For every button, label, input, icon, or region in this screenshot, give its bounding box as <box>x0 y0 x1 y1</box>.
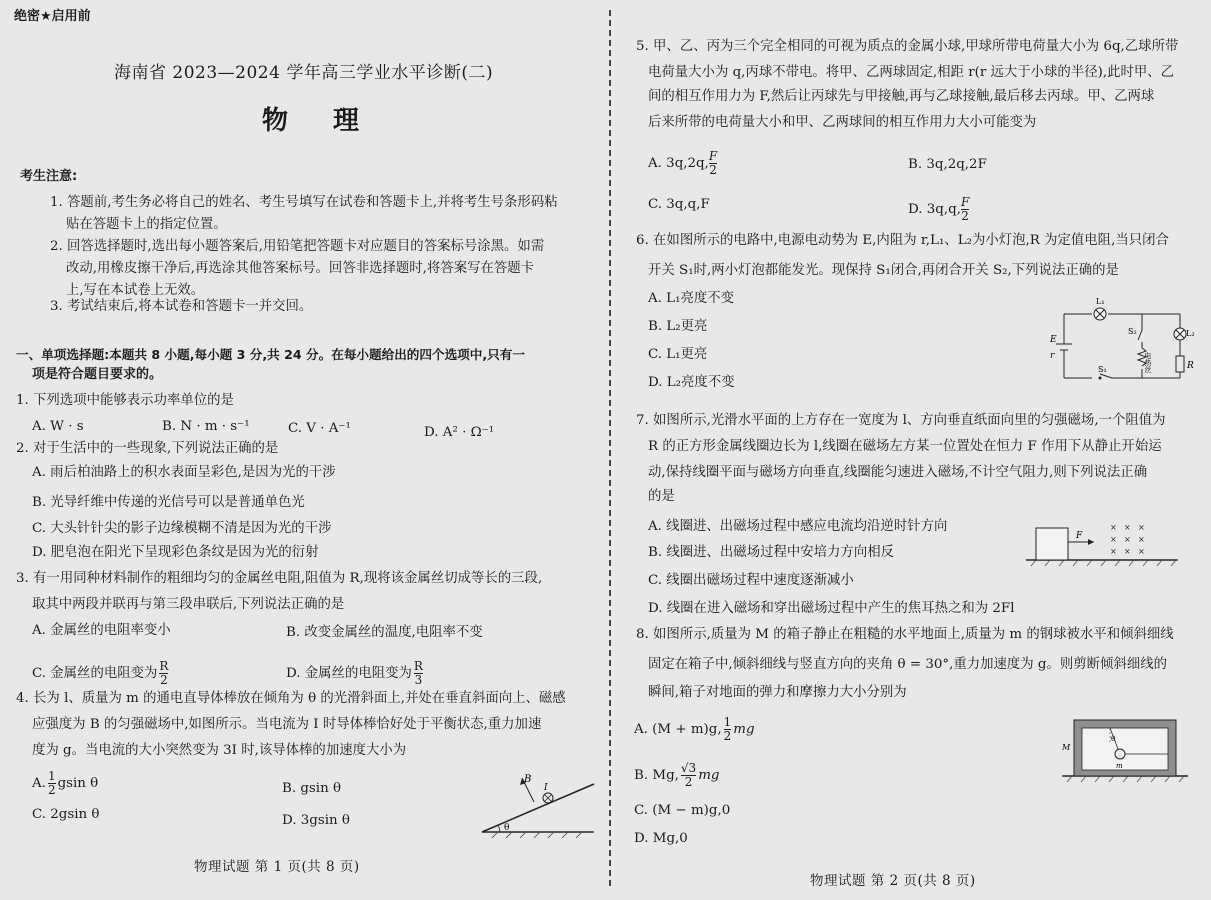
q4-stem-cont: 应强度为 B 的匀强磁场中,如图所示。当电流为 I 时导体棒恰好处于平衡状态,重力加速 <box>32 717 542 732</box>
svg-text:×: × <box>1138 523 1145 532</box>
q6-circuit-figure <box>1046 294 1196 386</box>
svg-text:×: × <box>1110 535 1117 544</box>
q6-option-a: A. L₁亮度不变 <box>648 291 735 306</box>
q3-stem: 3. 有一用同种材料制作的粗细均匀的金属丝电阻,阻值为 R,现将该金属丝切成等长的三段, <box>16 571 543 586</box>
q8-stem-cont: 固定在箱子中,倾斜细线与竖直方向的夹角 θ = 30°,重力加速度为 g。则剪断倾斜细线的 <box>648 657 1168 672</box>
q8-fig-theta-label: θ <box>1111 735 1116 743</box>
q6-fig-l1-label: L₁ <box>1096 297 1105 306</box>
q8-stem-cont: 瞬间,箱子对地面的弹力和摩擦力大小分别为 <box>648 685 907 700</box>
q7-magnetic-field-figure <box>1022 518 1182 570</box>
q7-stem: 7. 如图所示,光滑水平面的上方存在一宽度为 l、方向垂直纸面向里的匀强磁场,一个阻值为 <box>636 413 1166 428</box>
page-divider <box>609 10 611 890</box>
svg-text:×: × <box>1138 547 1145 556</box>
q6-stem: 6. 在如图所示的电路中,电源电动势为 E,内阻为 r,L₁、L₂为小灯泡,R 为定值电阻,当只闭合 <box>636 233 1169 248</box>
q5-option-a: A. 3q,2q, $\frac{F}{2}$ <box>648 149 718 177</box>
svg-text:×: × <box>1124 535 1131 544</box>
q8-option-d: D. Mg,0 <box>634 831 688 846</box>
section-heading: 一、单项选择题:本题共 8 小题,每小题 3 分,共 24 分。在每小题给出的四个选项中,只有一 <box>16 347 525 362</box>
q7-stem-cont: 动,保持线圈平面与磁场方向垂直,线圈能匀速进入磁场,不计空气阻力,则下列说法正确 <box>648 465 1148 480</box>
q2-option-c: C. 大头针针尖的影子边缘模糊不清是因为光的干涉 <box>32 521 332 536</box>
q6-fig-s2-label: S₂ <box>1128 327 1137 336</box>
q3-option-b: B. 改变金属丝的温度,电阻率不变 <box>286 625 483 640</box>
q5-stem-cont: 后来所带的电荷量大小和甲、乙两球间的相互作用力大小可能变为 <box>648 115 1037 130</box>
q8-option-a: A. (M + m)g, $\frac{1}{2}$ mg <box>634 715 755 743</box>
q4-option-b: B. gsin θ <box>282 781 342 796</box>
q2-option-a: A. 雨后柏油路上的积水表面呈彩色,是因为光的干涉 <box>32 465 336 480</box>
notice-line: 上,写在本试卷上无效。 <box>66 283 205 298</box>
q7-stem-cont: 的是 <box>648 489 675 504</box>
q3-option-d: D. 金属丝的电阻变为 $\frac{R}{3}$ <box>286 659 423 687</box>
q2-stem: 2. 对于生活中的一些现象,下列说法正确的是 <box>16 441 279 456</box>
q8-option-b: B. Mg, $\frac{√3}{2}$ mg <box>634 761 720 789</box>
q6-fig-bigr-label: R <box>1187 361 1194 371</box>
q6-fig-heater-label: 电热丝 <box>1144 352 1152 373</box>
q7-option-d: D. 线圈在进入磁场和穿出磁场过程中产生的焦耳热之和为 2Fl <box>648 601 1015 616</box>
q7-fig-f-label: F <box>1076 531 1083 541</box>
q7-option-a: A. 线圈进、出磁场过程中感应电流均沿逆时针方向 <box>648 519 948 534</box>
q4-fig-b-label: B <box>524 774 532 785</box>
q4-option-a: A. $\frac{1}{2}$ gsin θ <box>32 769 99 797</box>
q1-option-a: A. W · s <box>32 419 84 434</box>
q3-option-c: C. 金属丝的电阻变为 $\frac{R}{2}$ <box>32 659 169 687</box>
q1-option-b: B. N · m · s⁻¹ <box>162 419 250 434</box>
q8-box-figure <box>1060 716 1190 786</box>
q1-option-d: D. A² · Ω⁻¹ <box>424 425 495 440</box>
q4-stem: 4. 长为 l、质量为 m 的通电直导体棒放在倾角为 θ 的光滑斜面上,并处在垂直斜面向上、磁感 <box>16 691 566 706</box>
q8-option-c: C. (M − m)g,0 <box>634 803 731 818</box>
notice-line: 1. 答题前,考生务必将自己的姓名、考生号填写在试卷和答题卡上,并将考生号条形码粘 <box>50 195 558 210</box>
section-heading-cont: 项是符合题目要求的。 <box>32 367 163 382</box>
svg-text:×: × <box>1110 523 1117 532</box>
q5-option-b: B. 3q,2q,2F <box>908 157 987 172</box>
svg-text:×: × <box>1138 535 1145 544</box>
notice-line: 贴在答题卡上的指定位置。 <box>66 217 227 232</box>
q4-fig-theta-label: θ <box>504 823 510 833</box>
q8-fig-bigm-label: M <box>1062 743 1071 752</box>
q4-option-d: D. 3gsin θ <box>282 813 350 828</box>
q4-option-c: C. 2gsin θ <box>32 807 100 822</box>
q3-option-a: A. 金属丝的电阻率变小 <box>32 623 171 638</box>
svg-text:×: × <box>1124 523 1131 532</box>
q6-option-d: D. L₂亮度不变 <box>648 375 735 390</box>
notice-heading: 考生注意: <box>20 169 78 184</box>
notice-line: 2. 回答选择题时,选出每小题答案后,用铅笔把答题卡对应题目的答案标号涂黑。如需 <box>50 239 545 254</box>
page-1-footer: 物理试题 第 1 页(共 8 页) <box>194 859 360 875</box>
svg-text:×: × <box>1110 547 1117 556</box>
q6-option-b: B. L₂更亮 <box>648 319 708 334</box>
q6-option-c: C. L₁更亮 <box>648 347 708 362</box>
q1-option-c: C. V · A⁻¹ <box>288 421 351 436</box>
subject-title: 物 理 <box>262 106 378 136</box>
q8-stem: 8. 如图所示,质量为 M 的箱子静止在粗糙的水平地面上,质量为 m 的钢球被水平和倾斜细线 <box>636 627 1174 642</box>
q5-stem-cont: 间的相互作用力为 F,然后让丙球先与甲接触,再与乙球接触,最后移去丙球。甲、乙两球 <box>648 89 1155 104</box>
q4-incline-figure <box>478 770 598 840</box>
secret-label: 绝密★启用前 <box>14 9 91 24</box>
q5-stem: 5. 甲、乙、丙为三个完全相同的可视为质点的金属小球,甲球所带电荷量大小为 6q,乙球所带 <box>636 39 1179 54</box>
q6-stem-cont: 开关 S₁时,两小灯泡都能发光。现保持 S₁闭合,再闭合开关 S₂,下列说法正确的是 <box>648 263 1119 278</box>
q5-stem-cont: 电荷量大小为 q,丙球不带电。将甲、乙两球固定,相距 r(r 远大于小球的半径),此时甲、乙 <box>648 65 1175 80</box>
q2-option-b: B. 光导纤维中传递的光信号可以是普通单色光 <box>32 495 305 510</box>
q7-stem-cont: R 的正方形金属线圈边长为 l,线圈在磁场左方某一位置处在恒力 F 作用下从静止开始运 <box>648 439 1162 454</box>
q5-option-c: C. 3q,q,F <box>648 197 710 212</box>
q1-stem: 1. 下列选项中能够表示功率单位的是 <box>16 393 234 408</box>
q7-option-c: C. 线圈出磁场过程中速度逐渐减小 <box>648 573 854 588</box>
q5-option-d: D. 3q,q, $\frac{F}{2}$ <box>908 195 970 223</box>
q8-fig-m-label: m <box>1116 762 1123 770</box>
exam-title: 海南省 2023—2024 学年高三学业水平诊断(二) <box>114 63 494 83</box>
q7-option-b: B. 线圈进、出磁场过程中安培力方向相反 <box>648 545 894 560</box>
q3-stem-cont: 取其中两段并联再与第三段串联后,下列说法正确的是 <box>32 597 345 612</box>
q2-option-d: D. 肥皂泡在阳光下呈现彩色条纹是因为光的衍射 <box>32 545 319 560</box>
q6-fig-l2-label: L₂ <box>1186 329 1195 338</box>
q4-stem-cont: 度为 g。当电流的大小突然变为 3I 时,该导体棒的加速度大小为 <box>32 743 407 758</box>
page-2-footer: 物理试题 第 2 页(共 8 页) <box>810 873 976 889</box>
q6-fig-e-label: E <box>1050 335 1057 345</box>
q6-fig-r-label: r <box>1050 351 1055 361</box>
q4-fig-i-label: I <box>544 783 548 793</box>
notice-line: 改动,用橡皮擦干净后,再选涂其他答案标号。回答非选择题时,将答案写在答题卡 <box>66 261 535 276</box>
q6-fig-s1-label: S₁ <box>1098 365 1107 374</box>
notice-line: 3. 考试结束后,将本试卷和答题卡一并交回。 <box>50 299 313 314</box>
svg-text:×: × <box>1124 547 1131 556</box>
